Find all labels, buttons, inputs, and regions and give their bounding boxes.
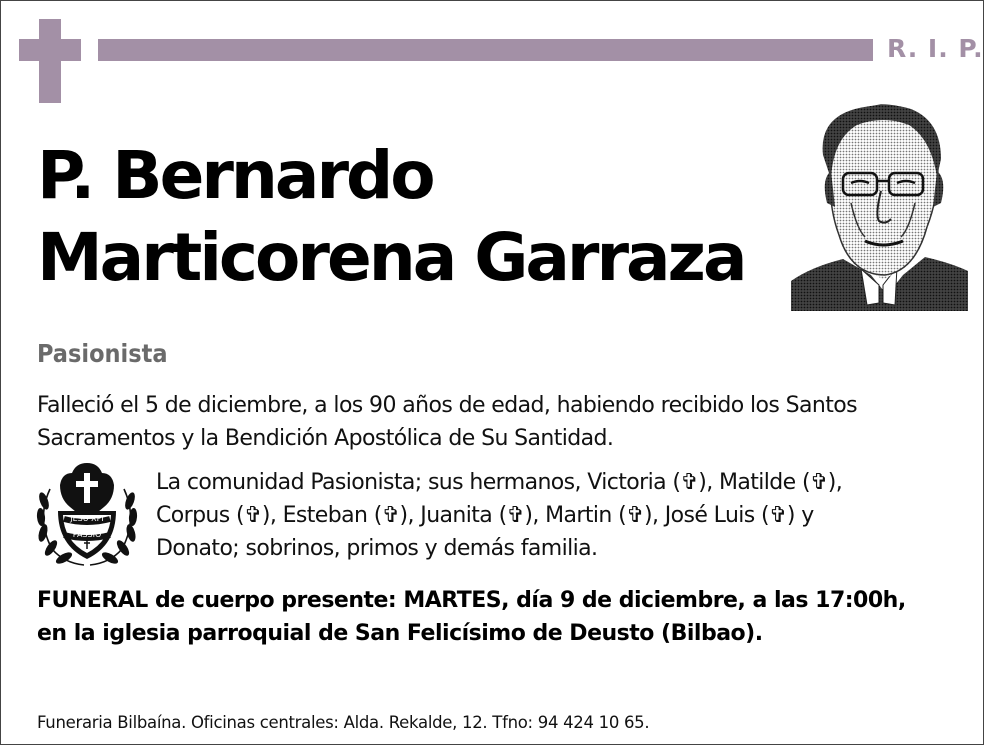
cross-vertical-bar [39, 19, 61, 103]
rip-label: R. I. P. [887, 34, 984, 63]
funeral-line-1: FUNERAL de cuerpo presente: MARTES, día 9 de diciembre, a las 17:00h, [37, 588, 906, 613]
portrait-photo-drawing [791, 99, 968, 311]
cross-horizontal-bar [19, 39, 81, 61]
emblem-text-bottom: PASSIO [72, 530, 102, 539]
emblem-text-top: JESU XPI [70, 514, 104, 523]
funeral-home-footer: Funeraria Bilbaína. Oficinas centrales: Alda. Rekalde, 12. Tfno: 94 424 10 65. [37, 713, 650, 732]
funeral-line-2: en la iglesia parroquial de San Felicísimo de Deusto (Bilbao). [37, 621, 763, 646]
family-line-2: Corpus (✞), Esteban (✞), Juanita (✞), Martin (✞), José Luis (✞) y [156, 503, 814, 528]
family-line-1: La comunidad Pasionista; sus hermanos, Victoria (✞), Matilde (✞), [156, 470, 843, 495]
portrait-photo [791, 99, 968, 311]
passionist-emblem-icon [34, 459, 140, 569]
family-list [156, 466, 956, 565]
name-line-1: P. Bernardo [37, 137, 433, 214]
funeral-details [37, 584, 967, 650]
deceased-name [37, 135, 745, 299]
name-line-2: Marticorena Garraza [37, 219, 745, 296]
header-rule [98, 39, 873, 61]
religious-order: Pasionista [37, 339, 168, 368]
passionist-emblem-drawing [34, 459, 140, 569]
death-notice: Falleció el 5 de diciembre, a los 90 años de edad, habiendo recibido los Santos Sacramentos y la Bendición Apostólica de Su Santidad. [37, 393, 857, 451]
family-line-3: Donato; sobrinos, primos y demás familia. [156, 536, 598, 561]
